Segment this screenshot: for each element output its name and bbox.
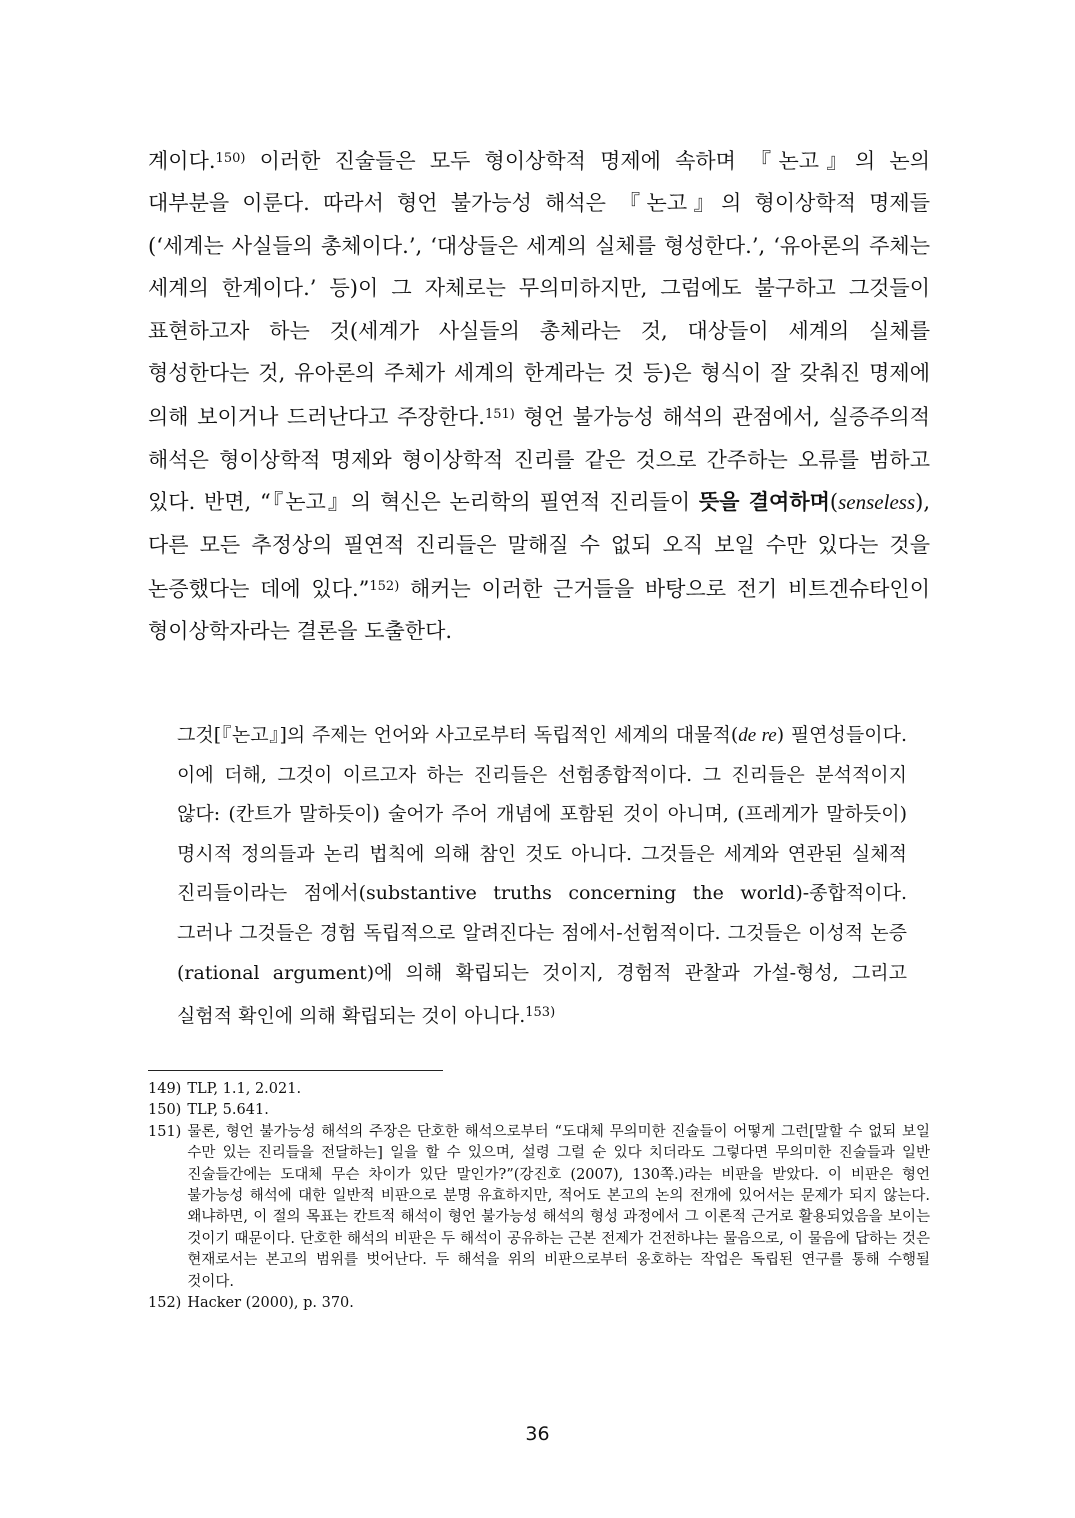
footnote-150 <box>148 1100 930 1121</box>
footnote-divider <box>148 1070 443 1071</box>
body-text-segment: 계이다. <box>148 149 216 173</box>
footnote-ref-151[interactable]: 151) <box>484 407 515 423</box>
body-text-segment: 해커는 이러한 근거들을 바탕으로 전기 비트겐슈타인이 형이상학자라는 결론을 도출한다. <box>148 577 930 644</box>
footnote-ref-150[interactable]: 150) <box>215 151 246 166</box>
quote-text-segment: ) 필연성들이다. 이에 더해, 그것이 이르고자 하는 진리들은 선험종합적이다. 그 진리들은 분석적이지 않다: (칸트가 말하듯이) 술어가 주어 개념에 포함된 것이 아니며, (프레게가 말하듯이) 명시적 정의들과 논리 법칙에 의해 참인 것도 아니다. 그것들은 세계와 연관된 실체적 진리들이라는 점에서(substantive truths concerning the world)-종합적이다. 그러나 그것들은 경험 독립적으로 알려진다는 점에서-선험적이다. 그것들은 이성적 논증(rational argument)에 의해 확립되는 것이지, 경험적 관찰과 가설-형성, 그리고 실험적 확인에 의해 확립되는 것이 아니다. <box>177 724 907 1028</box>
emphasized-term: 뜻을 결여하며 <box>698 489 830 515</box>
footnote-number: 152) <box>148 1295 182 1312</box>
quote-text-segment: 그것[『논고』]의 주제는 언어와 사고로부터 독립적인 세계의 대물적( <box>177 724 739 746</box>
footnote-151 <box>148 1122 930 1293</box>
footnote-text: Hacker (2000), p. 370. <box>187 1295 354 1312</box>
body-text-segment: 이러한 진술들은 모두 형이상학적 명제에 속하며 『논고』의 논의 대부분을 이룬다. 따라서 형언 불가능성 해석은 『논고』의 형이상학적 명제들(‘세계는 사실들의 총체이다.’, ‘대상들은 세계의 실체를 형성한다.’, ‘유아론의 주체는 세계의 한계이다.’ 등)이 그 자체로는 무의미하지만, 그럼에도 불구하고 그것들이 표현하고자 하는 것(세계가 사실들의 총체라는 것, 대상들이 세계의 실체를 형성한다는 것, 유아론의 주체가 세계의 한계라는 것 등)은 형식이 잘 갖춰진 명제에 의해 보이거나 드러난다고 주장한다. <box>148 149 930 430</box>
block-quote <box>177 716 907 1037</box>
footnote-number: 150) <box>148 1102 182 1119</box>
body-text-segment: ( <box>829 490 839 515</box>
footnotes <box>148 1079 930 1314</box>
footnote-149 <box>148 1079 930 1100</box>
footnote-text: TLP, 1.1, 2.021. <box>187 1081 302 1097</box>
footnote-ref-153[interactable]: 153) <box>525 1005 556 1021</box>
footnote-number: 151) <box>148 1123 182 1140</box>
footnote-number: 149) <box>148 1081 182 1097</box>
body-paragraph <box>148 138 930 653</box>
page-number: 36 <box>525 1423 550 1445</box>
italic-term: de re <box>738 725 777 746</box>
body-text-segment: ), 다른 모든 추정상의 필연적 진리들은 말해질 수 없되 오직 보일 수만 있다는 것을 논증했다는 데에 있다.” <box>148 490 930 602</box>
footnote-152 <box>148 1293 930 1314</box>
footnote-ref-152[interactable]: 152) <box>369 579 400 595</box>
italic-term: senseless <box>838 490 916 515</box>
body-text-segment: 형언 불가능성 해석의 관점에서, 실증주의적 해석은 형이상학적 명제와 형이상학적 진리를 같은 것으로 간주하는 오류를 범하고 있다. 반면, “『논고』의 혁신은 논리학의 필연적 진리들이 <box>148 405 930 515</box>
footnote-text: TLP, 5.641. <box>187 1102 269 1119</box>
footnote-text: 물론, 형언 불가능성 해석의 주장은 단호한 해석으로부터 “도대체 무의미한 진술들이 어떻게 그런[말할 수 없되 보일 수만 있는 진리들을 전달하는] 일을 할 수 있으며, 설령 그럴 순 있다 치더라도 그렇다면 무의미한 진술들과 일반 진술들간에는 도대체 무슨 차이가 있단 말인가?”(강진호 (2007), 130쪽.)라는 비판을 받았다. 이 비판은 형언 불가능성 해석에 대한 일반적 비판으로 분명 유효하지만, 적어도 본고의 논의 전개에 있어서는 문제가 되지 않는다. 왜냐하면, 이 절의 목표는 칸트적 해석이 형언 불가능성 해석의 형성 과정에서 그 이론적 근거로 활용되었음을 보이는 것이기 때문이다. 단호한 해석의 비판은 두 해석이 공유하는 근본 전제가 건전하냐는 물음으로, 이 물음에 답하는 것은 현재로서는 본고의 범위를 벗어난다. 두 해석을 위의 비판으로부터 옹호하는 작업은 독립된 연구를 통해 수행될 것이다. <box>187 1123 930 1290</box>
